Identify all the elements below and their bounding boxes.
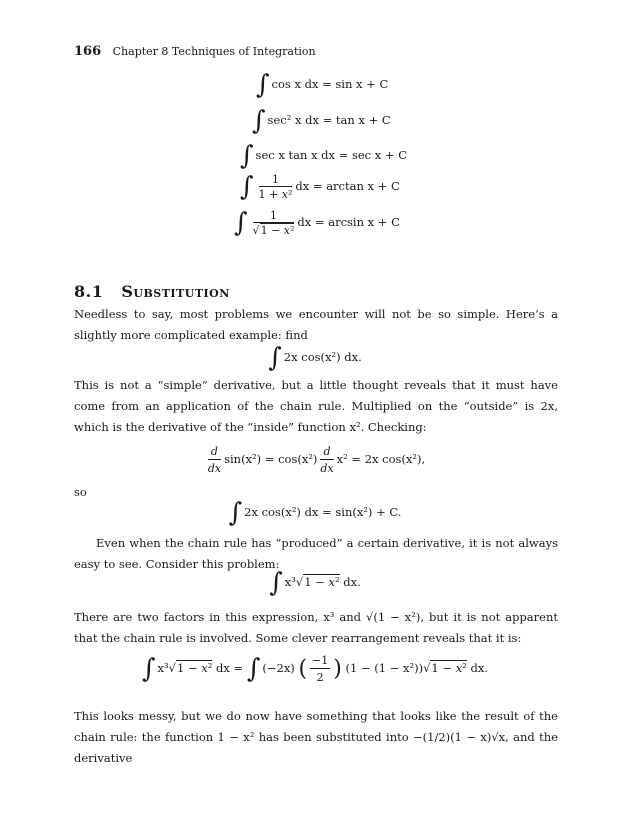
fraction: $\frac{1}{\text{√1 − x²}}$ bbox=[252, 209, 295, 237]
integral-sign: ∫ bbox=[268, 343, 282, 373]
page-number: 166 bbox=[74, 44, 102, 59]
paragraph-1: Needless to say, most problems we encounter will not be so simple. Here’s a slightly more complicated example: find bbox=[74, 307, 558, 342]
formula-arctan: ∫ $\frac{1}{\text{1 + x²}}$ dx = arctan x + C bbox=[240, 172, 400, 202]
integral-sign: ∫ bbox=[240, 141, 254, 171]
integral-sign: ∫ bbox=[252, 106, 266, 136]
integral-sign: ∫ bbox=[142, 654, 156, 684]
equation-5: ∫ x³√1 − x² dx = ∫ (−2x) ( $\frac{-1}{2}$ ) (1 − (1 − x²))√1 − x² dx. bbox=[142, 654, 488, 684]
derivative-op: $\frac{d}{dx}$ bbox=[320, 445, 334, 475]
formula-sec2: ∫ sec² x dx = tan x + C bbox=[252, 106, 391, 136]
formula-arcsin: ∫ $\frac{1}{\text{√1 − x²}}$ dx = arcsin x + C bbox=[234, 208, 400, 238]
section-number: 8.1 bbox=[74, 282, 104, 301]
paragraph-4: There are two factors in this expression, x³ and √(1 − x²), but it is not apparent that the chain rule is involved. Some clever rearrangement reveals that it is: bbox=[74, 610, 558, 645]
integral-sign: ∫ bbox=[240, 172, 254, 202]
formula-cos: ∫ cos x dx = sin x + C bbox=[256, 70, 389, 100]
derivative-op: $\frac{d}{dx}$ bbox=[207, 445, 222, 475]
integral-sign: ∫ bbox=[256, 70, 270, 100]
paragraph-2: This is not a “simple” derivative, but a little thought reveals that it must have come from an application of the chain rule. Multiplied on the “outside” is 2x, which is the derivative of the “inside” function x². Checking: bbox=[74, 378, 558, 434]
integral-sign: ∫ bbox=[269, 568, 283, 598]
equation-4: ∫ x³√1 − x² dx. bbox=[269, 568, 361, 598]
equation-1: ∫ 2x cos(x²) dx. bbox=[268, 343, 362, 373]
paragraph-so: so bbox=[74, 485, 87, 499]
integral-sign: ∫ bbox=[246, 654, 261, 684]
fraction: $\frac{-1}{2}$ bbox=[312, 654, 329, 684]
paragraph-3: Even when the chain rule has “produced” a certain derivative, it is not always easy to see. Consider this problem: bbox=[74, 536, 558, 571]
running-title: Chapter 8 Techniques of Integration bbox=[112, 45, 316, 58]
section-title: Substitution bbox=[121, 282, 230, 301]
section-heading bbox=[74, 282, 230, 301]
integral-sign: ∫ bbox=[234, 208, 248, 238]
formula-sectan: ∫ sec x tan x dx = sec x + C bbox=[240, 141, 408, 171]
equation-2: $\frac{d}{dx}$ sin(x²) = cos(x²) $\frac{d}{dx}$ x² = 2x cos(x²), bbox=[207, 445, 426, 475]
equation-3: ∫ 2x cos(x²) dx = sin(x²) + C. bbox=[228, 498, 402, 528]
fraction: $\frac{1}{\text{1 + x²}}$ bbox=[258, 173, 293, 201]
page-header bbox=[74, 44, 316, 59]
integral-sign: ∫ bbox=[228, 498, 243, 528]
paragraph-5: This looks messy, but we do now have something that looks like the result of the chain rule: the function 1 − x² has been substituted into −(1/2)(1 − x)√x, and the derivative bbox=[74, 709, 558, 765]
